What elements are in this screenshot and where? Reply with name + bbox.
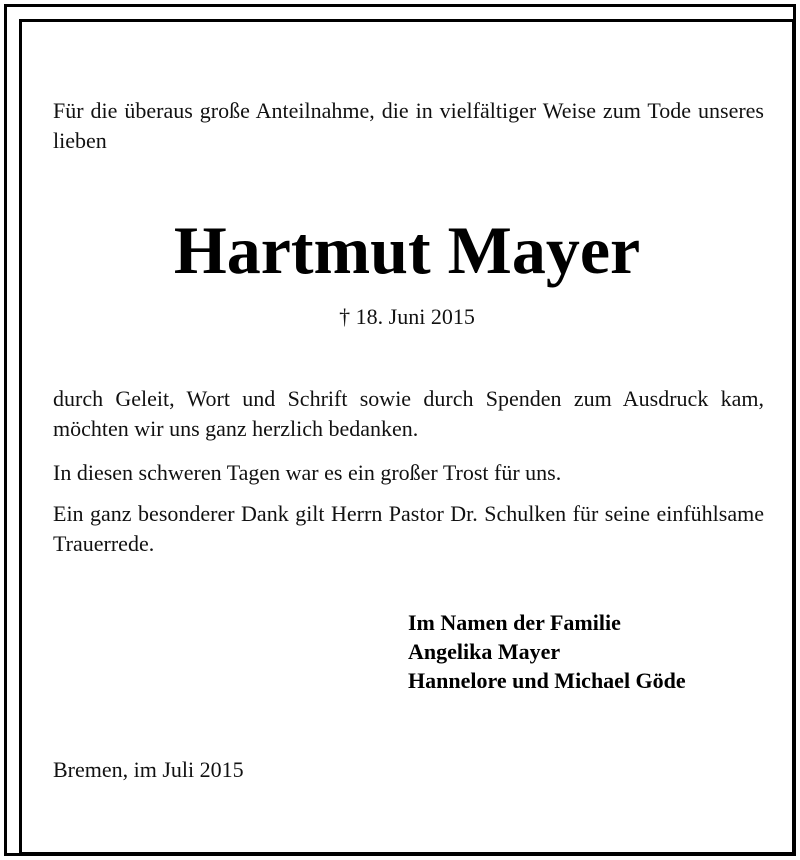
thanks-paragraph-2: In diesen schweren Tagen war es ein großer Trost für uns. bbox=[53, 460, 562, 485]
signature-line-family: Im Namen der Familie bbox=[408, 610, 621, 635]
death-date: † 18. Juni 2015 bbox=[339, 304, 475, 329]
outer-border bbox=[4, 4, 796, 856]
signature-block bbox=[408, 608, 686, 695]
thanks-paragraph-3: Ein ganz besonderer Dank gilt Herrn Pastor Dr. Schulken für seine einfühlsame Trauerrede. bbox=[53, 501, 764, 556]
signature-line-angelika: Angelika Mayer bbox=[408, 639, 561, 664]
inner-border bbox=[19, 19, 795, 855]
signature-line-hannelore-michael: Hannelore und Michael Göde bbox=[408, 668, 686, 693]
deceased-name: Hartmut Mayer bbox=[173, 212, 641, 288]
thanks-paragraph-1: durch Geleit, Wort und Schrift sowie durch Spenden zum Ausdruck kam, möchten wir uns ganz herzlich bedanken. bbox=[53, 386, 764, 441]
intro-text: Für die überaus große Anteilnahme, die in vielfältiger Weise zum Tode unseres lieben bbox=[53, 98, 764, 153]
place-and-date: Bremen, im Juli 2015 bbox=[53, 757, 244, 782]
